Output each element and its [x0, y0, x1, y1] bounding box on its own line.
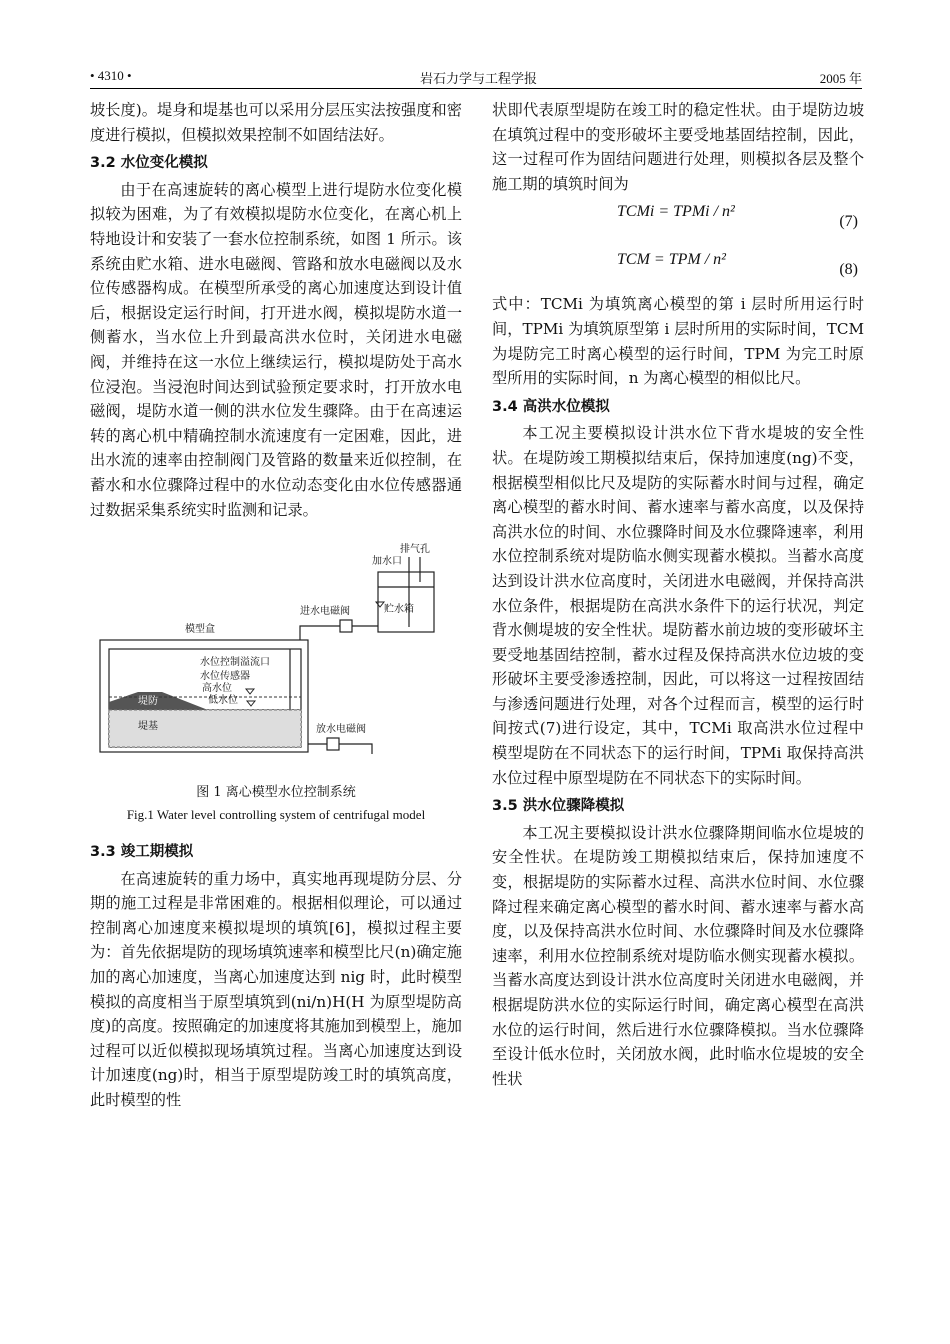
overflow-label: 水位控制溢流口 — [200, 657, 270, 669]
tank-label: 贮水箱 — [384, 604, 414, 616]
section-heading: 3.5 洪水位骤降模拟 — [492, 798, 625, 815]
inlet-label: 加水口 — [372, 556, 402, 568]
foundation-label: 堤基 — [138, 721, 158, 733]
paragraph: 坡长度)。堤身和堤基也可以采用分层压实法按强度和密度进行模拟，但模拟效果控制不如固结法好。 — [90, 101, 462, 144]
section-heading: 3.4 高洪水位模拟 — [492, 398, 610, 415]
figure-1 — [90, 532, 462, 782]
paragraph: 状即代表原型堤防在竣工时的稳定性状。由于堤防边坡在填筑过程中的变形破坏主要受地基固结控制，因此，这一过程可作为固结问题进行处理，则模拟各层及整个施工期的填筑时间为 — [492, 101, 864, 193]
paragraph: 本工况主要模拟设计洪水位下背水堤坡的安全性状。在堤防竣工期模拟结束后，保持加速度(ng)不变，根据模型相似比尺及堤防的实际蓄水时间与过程，确定离心模型的蓄水时间、蓄水速率与蓄水高度，以及保持高洪水位的时间、水位骤降时间及水位骤降速率，利用水位控制系统对堤防临水侧实现蓄水模拟。当蓄水高度达到设计洪水位高度时，关闭进水电磁阀，并保持高洪水位条件，根据堤防在高洪水条件下的运行状况，判定背水侧堤坡的安全性状。堤防蓄水前边坡的变形破坏主要受地基固结控制，蓄水过程及保持高洪水位边坡的变形破坏主要受渗透控制，因此，可以将这一过程按固结与渗透问题进行处理，对各个过程而言，模型的运行时间按式(7)进行设定，其中，TCMi 取高洪水位过程中模型堤防在不同状态下的运行时间，TPMi 取保持高洪水位过程中原型堤防在不同状态下的实际时间。 — [492, 424, 864, 787]
inlet-valve-label: 进水电磁阀 — [300, 606, 350, 618]
section-heading: 3.2 水位变化模拟 — [90, 155, 208, 172]
running-header — [90, 64, 862, 89]
page-number: • 4310 • — [90, 68, 132, 83]
vent-label: 排气孔 — [400, 544, 430, 556]
high-water-label: 高水位 — [202, 683, 232, 695]
equation-7: TCMi = TPMi / n² (7) — [617, 203, 858, 231]
journal-title: 岩石力学与工程学报 — [420, 71, 538, 86]
paragraph: 式中：TCMi 为填筑离心模型的第 i 层时所用运行时间，TPMi 为填筑原型第 i 层时所用的实际时间，TCM 为堤防完工时离心模型的运行时间，TPM 为完工时原型所用的实际时间，n 为离心模型的相似比尺。 — [492, 295, 864, 388]
dike-label: 堤防 — [138, 696, 158, 708]
low-water-label: 低水位 — [208, 695, 238, 707]
figure-caption-en: Fig.1 Water level controlling system of centrifugal model — [126, 807, 426, 823]
section-heading: 3.3 竣工期模拟 — [90, 844, 194, 861]
paragraph: 在高速旋转的重力场中，真实地再现堤防分层、分期的施工过程是非常困难的。根据相似理论，可以通过控制离心加速度来模拟堤坝的填筑[6]，模拟过程主要为：首先依据堤防的现场填筑速率和模型比尺(n)确定施加的离心加速度，当离心加速度达到 nig 时，此时模型模拟的高度相当于原型填筑到(ni/n)H(H 为原型堤防高度)的高度。按照确定的加速度将其施加到模型上，施加过程可以近似模拟现场填筑过程。当离心加速度达到设计加速度(ng)时，相当于原型堤防竣工时的填筑高度，此时模型的性 — [90, 869, 462, 1110]
right-column — [492, 98, 864, 1091]
equation-8: TCM = TPM / n² (8) — [617, 251, 858, 279]
year: 2005 年 — [819, 71, 862, 86]
left-column — [90, 98, 462, 1113]
paragraph: 由于在高速旋转的离心模型上进行堤防水位变化模拟较为困难，为了有效模拟堤防水位变化，在离心机上特地设计和安装了一套水位控制系统，如图 1 所示。该系统由贮水箱、进水电磁阀、管路和放水电磁阀以及水位传感器构成。在模型所承受的离心加速度达到设计值后，根据设定运行时间，打开进水阀，模拟堤防水道一侧蓄水，当水位上升到最高洪水位时，关闭进水电磁阀，并维持在这一水位上继续运行，模拟堤防处于高水位浸泡。当浸泡时间达到试验预定要求时，打开放水电磁阀，堤防水道一侧的洪水位发生骤降。由于在高速运转的离心机中精确控制水流速度有一定困难，因此，进出水流的速率由控制阀门及管路的数量来近似控制，在蓄水和水位骤降过程中的水位动态变化由水位传感器通过数据采集系统实时监测和记录。 — [90, 180, 462, 519]
figure-caption-cn: 图 1 离心模型水位控制系统 — [196, 785, 356, 801]
paragraph: 本工况主要模拟设计洪水位骤降期间临水位堤坡的安全性状。在堤防竣工期模拟结束后，保持加速度不变，根据堤防的实际蓄水过程、高洪水位时间、水位骤降过程来确定离心模型的蓄水时间、蓄水速率与蓄水高度，以及保持高洪水位时间、水位骤降时间及水位骤降速率，利用水位控制系统对堤防临水侧实现蓄水模拟。当蓄水高度达到设计洪水位高度时关闭进水电磁阀，并根据堤防洪水位的实际运行时间，确定离心模型在高洪水位的运行时间，然后进行水位骤降模拟。当水位骤降至设计低水位时，关闭放水阀，此时临水位堤坡的安全性状 — [492, 823, 864, 1088]
outlet-valve-label: 放水电磁阀 — [316, 724, 366, 736]
sensor-label: 水位传感器 — [200, 671, 250, 683]
model-box-label: 模型盒 — [185, 624, 215, 636]
